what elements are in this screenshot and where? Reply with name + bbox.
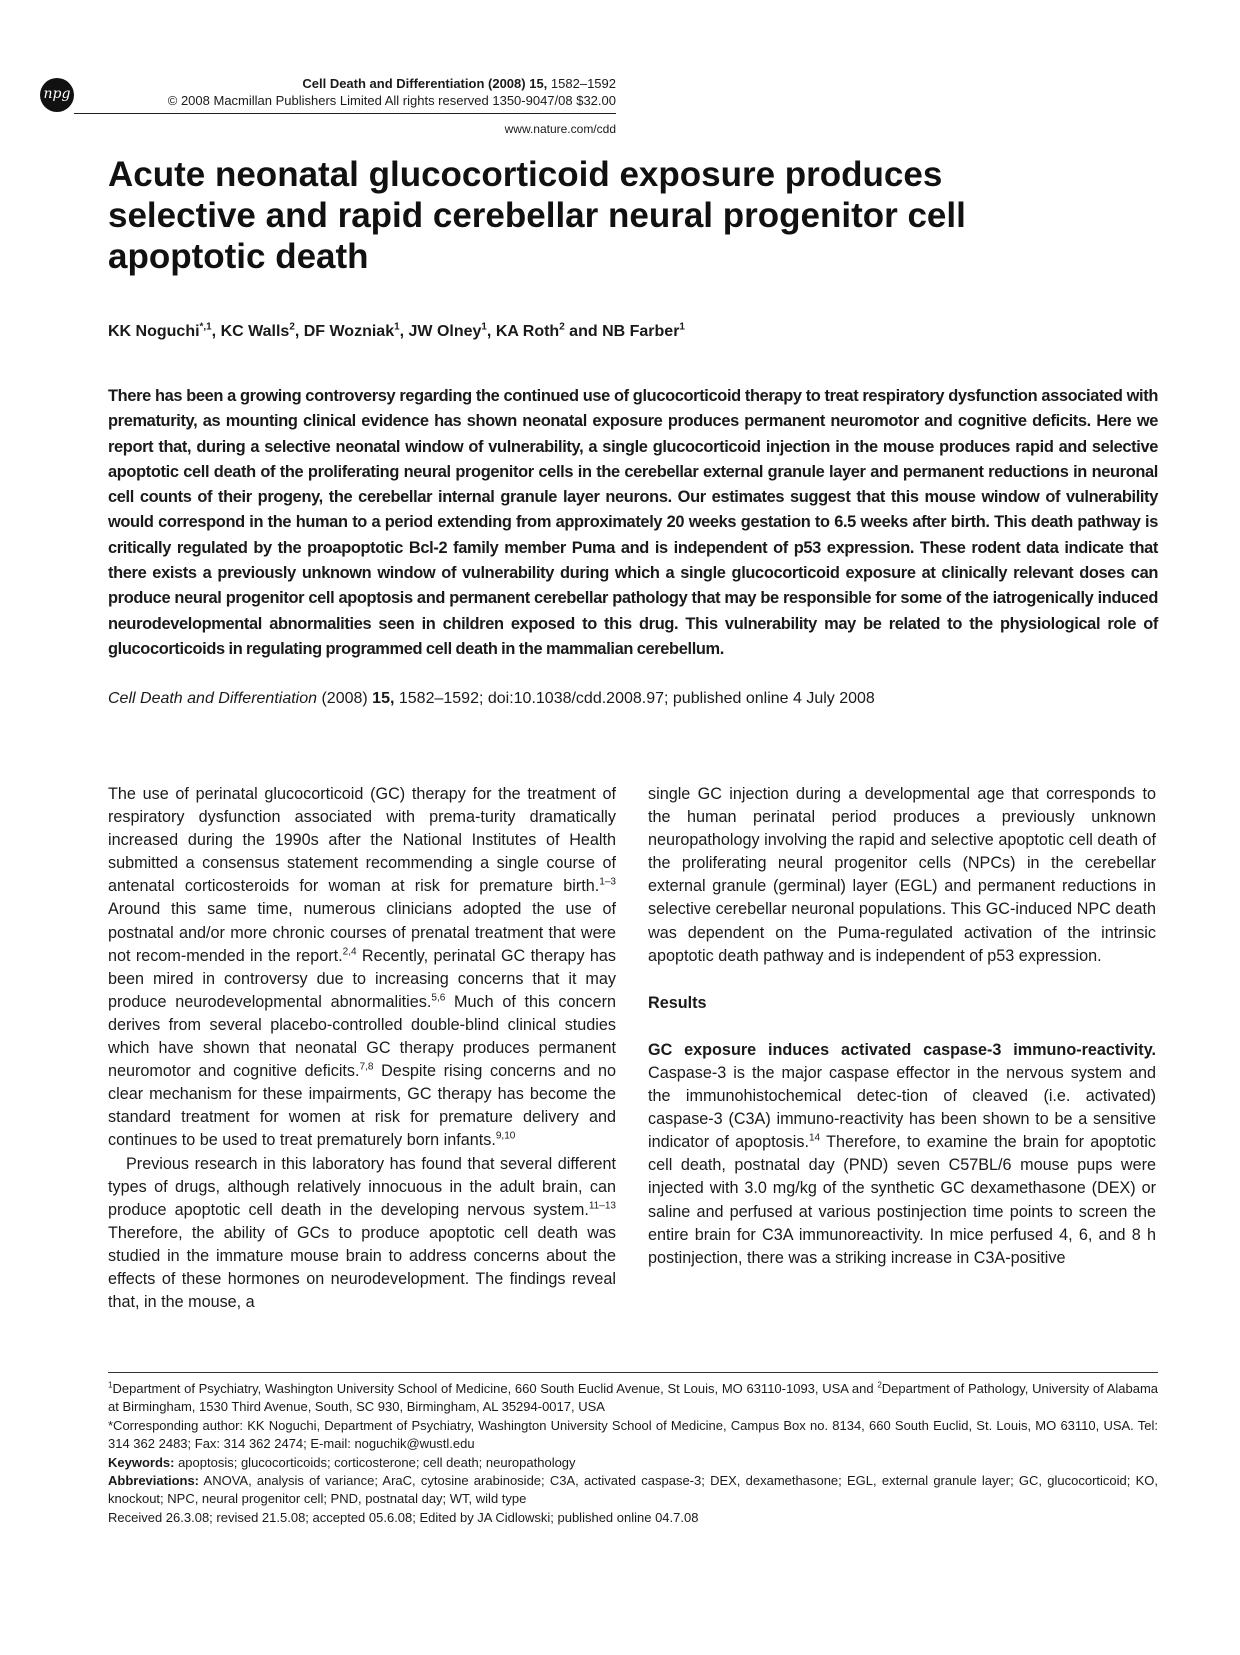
- author-name: KA Roth: [495, 323, 560, 340]
- footnote-divider: [108, 1372, 1158, 1373]
- citation-volume: 15,: [372, 690, 395, 707]
- author-affiliation-marker: 1: [679, 321, 685, 333]
- text-run: Much of this concern derives from several placebo-controlled double-blind clinical studies which have shown that neonatal GC therapy produces permanent neuromotor and cognitive deficits.: [108, 992, 617, 1081]
- reference-superscript: 2,4: [342, 946, 357, 958]
- body-column-left: [108, 783, 616, 1314]
- header-divider: [74, 113, 616, 114]
- abbreviations-text: ANOVA, analysis of variance; AraC, cytosine arabinoside; C3A, activated caspase-3; DEX, dexamethasone; EGL, external granule layer; GC, glucocorticoid; KO, knockout; NPC, neural progenitor cell; PND, postnatal day; WT, wild type: [108, 1473, 1158, 1507]
- author-affiliation-marker: 1: [394, 321, 400, 333]
- paragraph-text: [648, 1064, 1156, 1267]
- author-name: KC Walls: [220, 323, 290, 340]
- author-affiliation-marker: 2: [289, 321, 295, 333]
- body-paragraph: single GC injection during a developmental age that corresponds to the human perinatal period produces a previously unknown neuropathology involving the rapid and selective apoptotic cell death of the proliferating neural progenitor cells (NPCs) in the cerebellar external granule (germinal) layer (EGL) and permanent reductions in selective cerebellar neuronal populations. This GC-induced NPC death was dependent on the Puma-regulated activation of the intrinsic apoptotic death pathway and is independent of p53 expression.: [648, 785, 1156, 965]
- text-run: Caspase-3 is the major caspase effector in the nervous system and the immunohistochemical detec-tion of cleaved (i.e. activated) caspase-3 (C3A) immuno-reactivity has been shown to be a sensitive indicator of apoptosis.: [648, 1063, 1156, 1152]
- keywords-label: Keywords:: [108, 1454, 175, 1470]
- journal-pages: 1582–1592: [550, 76, 616, 91]
- author-name: KK Noguchi: [108, 323, 200, 340]
- citation-journal: Cell Death and Differentiation: [108, 690, 318, 707]
- author-name: NB Farber: [602, 323, 680, 340]
- text-run: Department of Pathology, University of Alabama at Birmingham, 1530 Third Avenue, South, SC 930, Birmingham, AL 35294-0017, USA: [108, 1381, 1158, 1415]
- journal-citation-line: [130, 76, 616, 92]
- text-run: Around this same time, numerous clinicians adopted the use of postnatal and/or more chronic courses of prenatal treatment that were not recom-mended in the report.: [108, 900, 616, 965]
- reference-superscript: 2: [877, 1380, 882, 1390]
- text-run: The use of perinatal glucocorticoid (GC) therapy for the treatment of respiratory dysfunction associated with prema-turity dramatically increased during the 1990s after the National Institutes of Health submitted a consensus statement recommending a single course of antenatal corticosteroids for woman at risk for premature birth.: [108, 785, 616, 896]
- body-paragraph: [108, 783, 616, 1153]
- abbreviations-label: Abbreviations:: [108, 1473, 200, 1489]
- reference-superscript: 11–13: [588, 1200, 616, 1212]
- reference-superscript: 14: [808, 1132, 821, 1144]
- body-paragraph: [108, 1153, 616, 1315]
- text-run: Therefore, to examine the brain for apoptotic cell death, postnatal day (PND) seven C57BL/6 mouse pups were injected with 3.0 mg/kg of the synthetic GC dexamethasone (DEX) or saline and perfused at various postinjection time points to screen the entire brain for C3A immunoreactivity. In mice perfused 4, 6, and 8 h postinjection, there was a striking increase in C3A-positive: [648, 1133, 1156, 1267]
- author-affiliation-marker: 1: [481, 321, 487, 333]
- author-list: KK Noguchi$^{*,1}$, KC Walls$^2$, DF Wozniak$^1$, JW Olney$^1$, KA Roth$^2$ and NB Farber$^1$: [108, 321, 685, 340]
- section-heading-results: Results: [648, 993, 707, 1012]
- journal-name: Cell Death and Differentiation: [302, 76, 485, 91]
- keywords-text: apoptosis; glucocorticoids; corticosterone; cell death; neuropathology: [174, 1454, 576, 1470]
- article-title: Acute neonatal glucocorticoid exposure produces selective and rapid cerebellar neural progenitor cell apoptotic death: [108, 155, 966, 276]
- text-run: Department of Psychiatry, Washington University School of Medicine, 660 South Euclid Avenue, St Louis, MO 63110-1093, USA and: [112, 1381, 878, 1396]
- text-run: Despite rising concerns and no clear mechanism for these impairments, GC therapy has become the standard treatment for women at risk for premature delivery and continues to be used to treat prematurely born infants.: [108, 1062, 616, 1150]
- body-paragraph: [648, 1039, 1156, 1270]
- author-name: JW Olney: [408, 323, 482, 340]
- journal-volume: 15,: [529, 76, 548, 91]
- citation-details: 1582–1592; doi:10.1038/cdd.2008.97; published online 4 July 2008: [398, 690, 875, 707]
- text-run: Previous research in this laboratory has found that several different types of drugs, although relatively innocuous in the adult brain, can produce apoptotic cell death in the developing nervous system.: [108, 1154, 616, 1219]
- journal-year: (2008): [488, 76, 526, 91]
- citation-year: (2008): [321, 690, 368, 707]
- journal-website-link[interactable]: www.nature.com/cdd: [504, 122, 616, 136]
- corresponding-author: *Corresponding author: KK Noguchi, Department of Psychiatry, Washington University School of Medicine, Campus Box no. 8134, 660 South Euclid, St. Louis, MO 63110, USA. Tel: 314 362 2483; Fax: 314 362 2474; E-mail: noguchik@wustl.edu: [108, 1417, 1158, 1452]
- reference-superscript: 7,8: [359, 1061, 374, 1073]
- footnotes: [108, 1380, 1158, 1527]
- text-run: Therefore, the ability of GCs to produce apoptotic cell death was studied in the immature mouse brain to address concerns about the effects of these hormones on neurodevelopment. The findings reveal that, in the mouse, a: [108, 1223, 616, 1312]
- reference-superscript: 5,6: [431, 992, 446, 1004]
- publisher-logo: npg: [40, 78, 74, 112]
- received-dates: Received 26.3.08; revised 21.5.08; accepted 05.6.08; Edited by JA Cidlowski; published online 04.7.08: [108, 1509, 699, 1525]
- author-affiliation-marker: *,1: [199, 321, 212, 333]
- text-run: Recently, perinatal GC therapy has been mired in controversy due to increasing concerns that it may produce neurodevelopmental abnormalities.: [108, 946, 616, 1011]
- author-name: DF Wozniak: [303, 323, 395, 340]
- reference-superscript: 1: [108, 1380, 113, 1390]
- body-column-right: [648, 783, 1156, 1270]
- abbreviations: [108, 1472, 1158, 1509]
- reference-superscript: 9,10: [495, 1131, 516, 1143]
- reference-superscript: 1–3: [599, 876, 616, 888]
- keywords: [108, 1454, 1158, 1472]
- affiliations: [108, 1380, 1158, 1417]
- abstract: There has been a growing controversy regarding the continued use of glucocorticoid therapy to treat respiratory dysfunction associated with prematurity, as mounting clinical evidence has shown neonatal exposure produces permanent neuromotor and cognitive deficits. Here we report that, during a selective neonatal window of vulnerability, a single glucocorticoid injection in the mouse produces rapid and selective apoptotic cell death of the proliferating neural progenitor cells in the cerebellar external granule layer and permanent reductions in neuronal cell counts of their progeny, the cerebellar internal granule layer neurons. Our estimates suggest that this mouse window of vulnerability would correspond in the human to a period extending from approximately 20 weeks gestation to 6.5 weeks after birth. This death pathway is critically regulated by the proapoptotic Bcl-2 family member Puma and is independent of p53 expression. These rodent data indicate that there exists a previously unknown window of vulnerability during which a single glucocorticoid exposure at clinically relevant doses can produce neural progenitor cell apoptosis and permanent cerebellar pathology that may be responsible for some of the iatrogenically induced neurodevelopmental abnormalities seen in children exposed to this drug. This vulnerability may be related to the physiological role of glucocorticoids in regulating programmed cell death in the mammalian cerebellum.: [108, 387, 1158, 658]
- copyright: © 2008 Macmillan Publishers Limited All rights reserved 1350-9047/08 $32.00: [167, 93, 616, 108]
- article-citation: [108, 690, 1158, 708]
- author-affiliation-marker: 2: [559, 321, 565, 333]
- subsection-heading: GC exposure induces activated caspase-3 immuno-reactivity.: [648, 1040, 1156, 1059]
